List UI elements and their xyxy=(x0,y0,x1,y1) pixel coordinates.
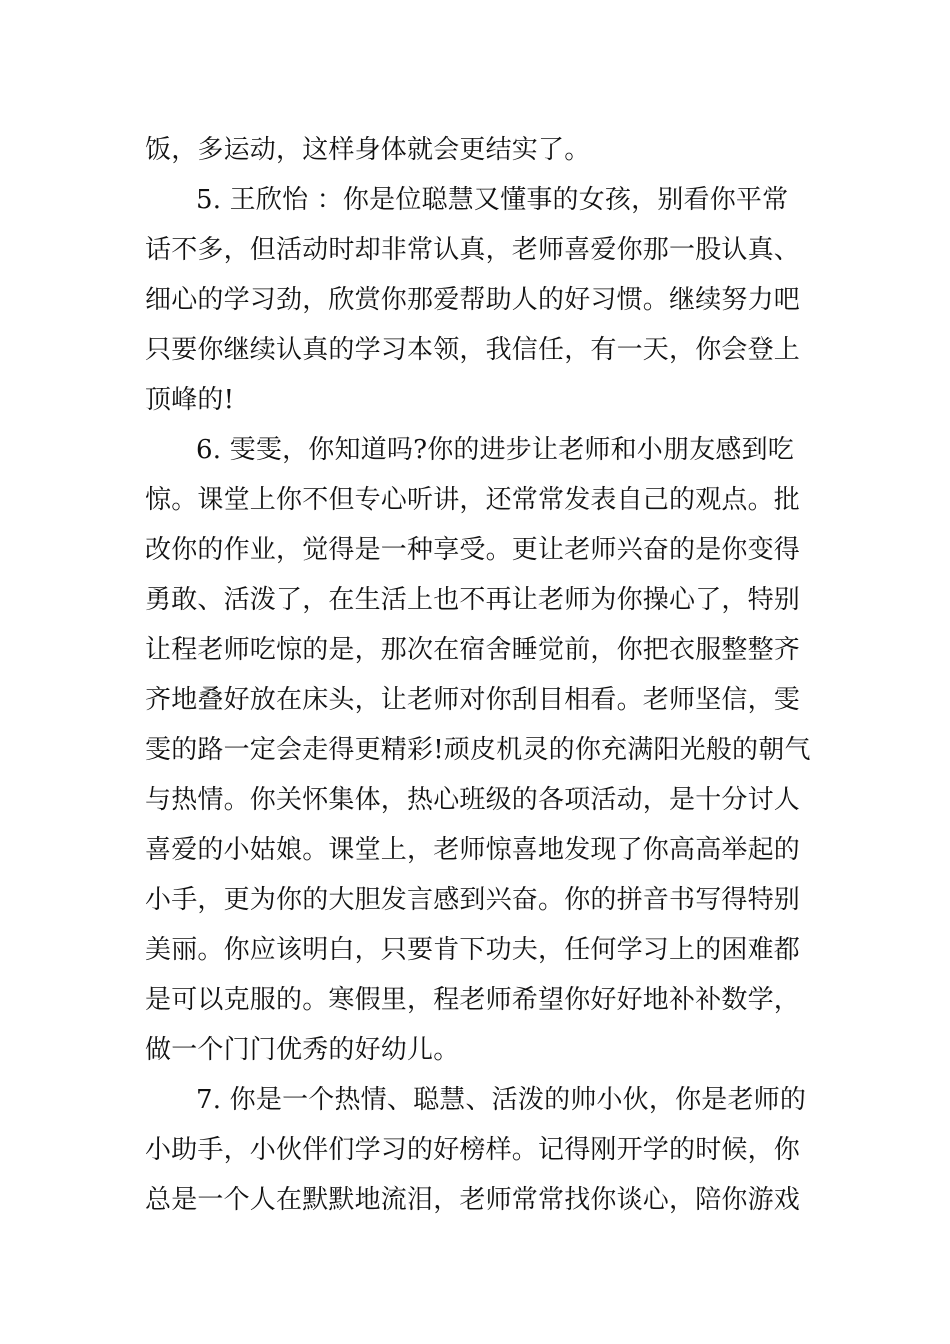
text-line: 只要你继续认真的学习本领，我信任，有一天，你会登上 xyxy=(145,335,801,365)
text-line: 喜爱的小姑娘。课堂上，老师惊喜地发现了你高高举起的 xyxy=(145,835,801,865)
text-line: 顶峰的! xyxy=(145,385,235,415)
text-line: 7. 你是一个热情、聪慧、活泼的帅小伙，你是老师的 xyxy=(196,1085,807,1115)
text-line: 改你的作业，觉得是一种享受。更让老师兴奋的是你变得 xyxy=(145,535,801,565)
text-line: 做一个门门优秀的好幼儿。 xyxy=(145,1035,460,1065)
text-line: 是可以克服的。寒假里，程老师希望你好好地补补数学， xyxy=(145,985,801,1015)
text-line: 话不多，但活动时却非常认真，老师喜爱你那一股认真、 xyxy=(145,235,801,265)
text-line: 让程老师吃惊的是，那次在宿舍睡觉前，你把衣服整整齐 xyxy=(145,635,801,665)
text-line: 饭，多运动，这样身体就会更结实了。 xyxy=(145,135,591,165)
text-line: 与热情。你关怀集体，热心班级的各项活动，是十分讨人 xyxy=(145,785,801,815)
text-line: 勇敢、活泼了，在生活上也不再让老师为你操心了，特别 xyxy=(145,585,801,615)
text-line: 6. 雯雯，你知道吗?你的进步让老师和小朋友感到吃 xyxy=(196,435,795,465)
text-line: 雯的路一定会走得更精彩!顽皮机灵的你充满阳光般的朝气 xyxy=(145,735,811,765)
text-line: 小助手，小伙伴们学习的好榜样。记得刚开学的时候，你 xyxy=(145,1135,801,1165)
text-line: 小手，更为你的大胆发言感到兴奋。你的拼音书写得特别 xyxy=(145,885,801,915)
text-line: 惊。课堂上你不但专心听讲，还常常发表自己的观点。批 xyxy=(145,485,801,515)
text-line: 细心的学习劲，欣赏你那爱帮助人的好习惯。继续努力吧 xyxy=(145,285,801,315)
text-line: 齐地叠好放在床头，让老师对你刮目相看。老师坚信，雯 xyxy=(145,685,801,715)
text-line: 5. 王欣怡 ：你是位聪慧又懂事的女孩，别看你平常 xyxy=(196,185,789,215)
text-line: 总是一个人在默默地流泪，老师常常找你谈心，陪你游戏 xyxy=(145,1185,801,1215)
text-line: 美丽。你应该明白，只要肯下功夫，任何学习上的困难都 xyxy=(145,935,801,965)
